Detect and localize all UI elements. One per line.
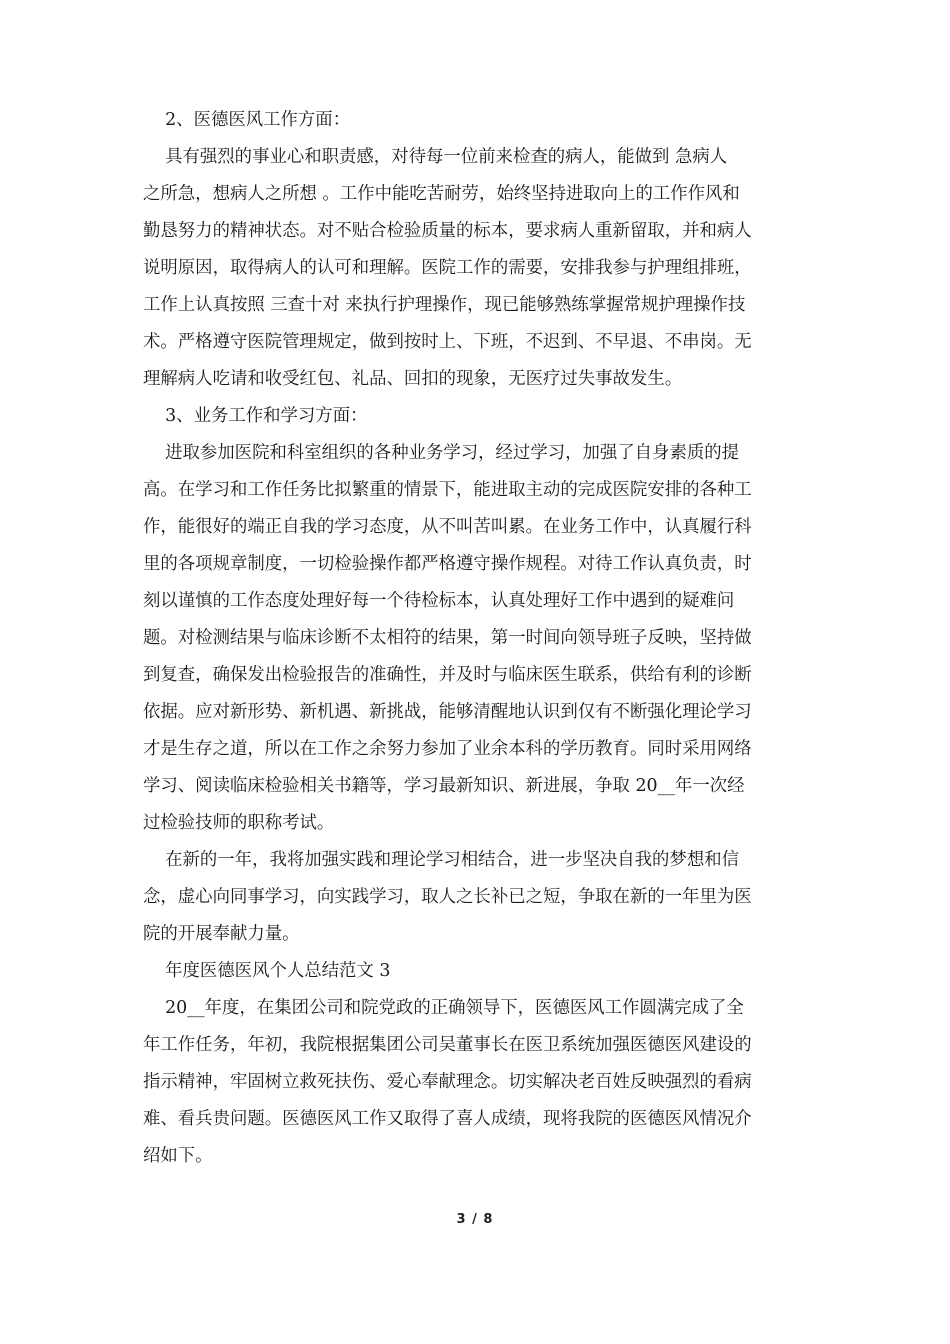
text-line: 年度医德医风个人总结范文 3 — [143, 961, 391, 981]
text-line: 学习、阅读临床检验相关书籍等，学习最新知识、新进展，争取 20__年一次经 — [143, 776, 745, 796]
text-line: 具有强烈的事业心和职责感，对待每一位前来检查的病人，能做到 急病人 — [143, 147, 728, 167]
text-line: 工作上认真按照 三查十对 来执行护理操作，现已能够熟练掌握常规护理操作技 — [143, 295, 746, 315]
text-line: 题。对检测结果与临床诊断不太相符的结果，第一时间向领导班子反映，坚持做 — [143, 628, 752, 648]
text-line: 之所急，想病人之所想 。工作中能吃苦耐劳，始终坚持进取向上的工作作风和 — [143, 184, 740, 204]
text-line: 刻以谨慎的工作态度处理好每一个待检标本，认真处理好工作中遇到的疑难问 — [143, 591, 735, 611]
text-line: 里的各项规章制度，一切检验操作都严格遵守操作规程。对待工作认真负责，时 — [143, 554, 752, 574]
text-line: 到复查，确保发出检验报告的准确性，并及时与临床医生联系，供给有利的诊断 — [143, 665, 752, 685]
text-line: 术。严格遵守医院管理规定，做到按时上、下班，不迟到、不早退、不串岗。无 — [143, 332, 752, 352]
text-line: 年工作任务，年初，我院根据集团公司吴董事长在医卫系统加强医德医风建设的 — [143, 1035, 752, 1055]
text-line: 说明原因，取得病人的认可和理解。医院工作的需要，安排我参与护理组排班， — [143, 258, 752, 278]
text-line: 难、看兵贵问题。医德医风工作又取得了喜人成绩，现将我院的医德医风情况介 — [143, 1109, 752, 1129]
page-number: 3 / 8 — [456, 1212, 494, 1227]
text-line: 2、医德医风工作方面： — [143, 110, 351, 130]
text-line: 理解病人吃请和收受红包、礼品、回扣的现象，无医疗过失事故发生。 — [143, 369, 683, 389]
text-line: 勤恳努力的精神状态。对不贴合检验质量的标本，要求病人重新留取，并和病人 — [143, 221, 752, 241]
text-line: 依据。应对新形势、新机遇、新挑战，能够清醒地认识到仅有不断强化理论学习 — [143, 702, 752, 722]
text-line: 院的开展奉献力量。 — [143, 924, 300, 944]
text-line: 20__年度，在集团公司和院党政的正确领导下，医德医风工作圆满完成了全 — [143, 998, 744, 1018]
text-line: 过检验技师的职称考试。 — [143, 813, 335, 833]
text-line: 绍如下。 — [143, 1146, 213, 1166]
text-line: 3、业务工作和学习方面： — [143, 406, 368, 426]
text-line: 进取参加医院和科室组织的各种业务学习，经过学习，加强了自身素质的提 — [143, 443, 740, 463]
text-line: 念，虚心向同事学习，向实践学习，取人之长补已之短，争取在新的一年里为医 — [143, 887, 752, 907]
text-line: 高。在学习和工作任务比拟繁重的情景下，能进取主动的完成医院安排的各种工 — [143, 480, 752, 500]
text-line: 指示精神，牢固树立救死扶伤、爱心奉献理念。切实解决老百姓反映强烈的看病 — [143, 1072, 752, 1092]
text-line: 才是生存之道，所以在工作之余努力参加了业余本科的学历教育。同时采用网络 — [143, 739, 752, 759]
text-line: 在新的一年，我将加强实践和理论学习相结合，进一步坚决自我的梦想和信 — [143, 850, 740, 870]
text-line: 作，能很好的端正自我的学习态度，从不叫苦叫累。在业务工作中，认真履行科 — [143, 517, 752, 537]
document-body — [143, 104, 811, 1177]
